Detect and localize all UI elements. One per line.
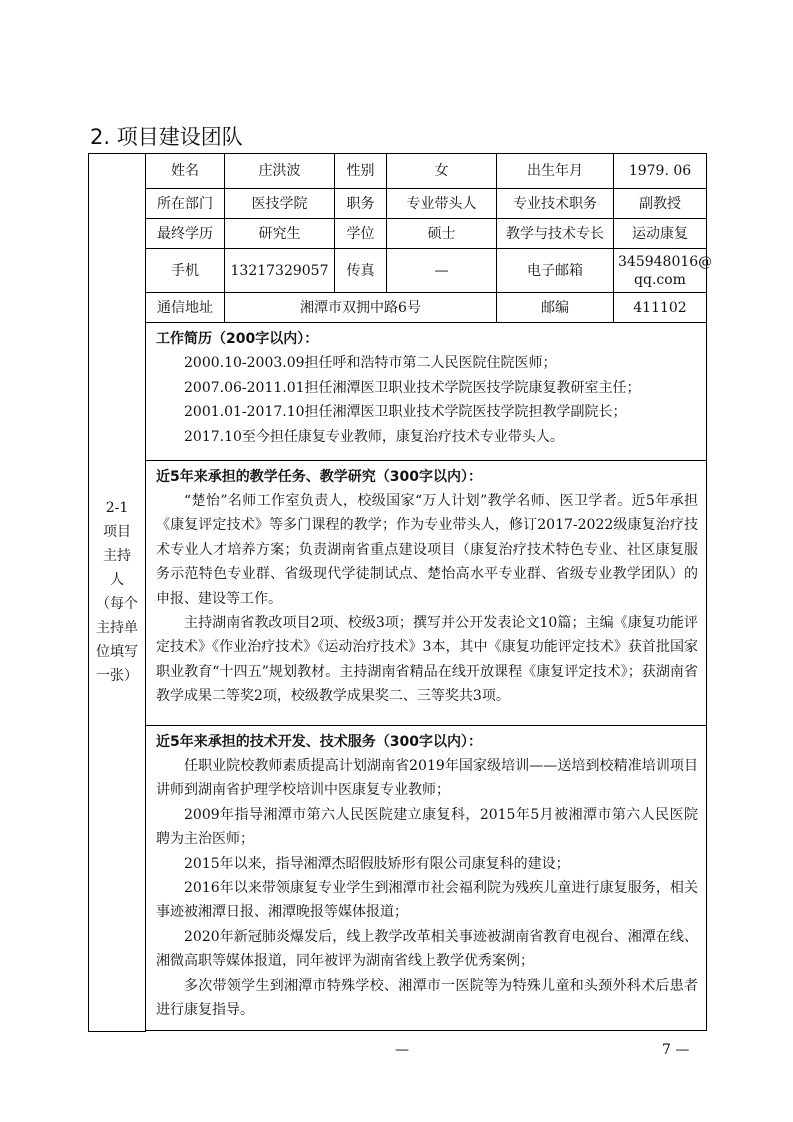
name-value: 庄洪波	[225, 154, 335, 189]
footer-dash: —	[395, 1042, 409, 1058]
resume-title: 工作简历（200字以内）：	[156, 331, 319, 347]
section-number: 2-1	[105, 500, 129, 517]
teaching-paragraph: 主持湖南省教改项目2项、校级3项；撰写并公开发表论文10篇；主编《康复功能评定技术》《作业治疗技术》《运动治疗技术》3本，其中《康复功能评定技术》获首批国家职业教育“十四五”规划教材。主持湖南省精品在线开放课程《康复评定技术》；获湖南省教学成果二等奖2项，校级教学成果奖二、三等奖共3项。	[156, 615, 698, 705]
service-paragraph: 2015年以来，指导湘潭杰昭假肢矫形有限公司康复科的建设；	[184, 855, 570, 872]
service-paragraph: 任职业院校教师素质提高计划湖南省2019年国家级培训——送培到校精准培训项目讲师到湖南省护理学校培训中医康复专业教师；	[156, 758, 698, 799]
phone-value: 13217329057	[225, 249, 335, 293]
section-label-line: 位填写	[96, 644, 138, 661]
dept-label: 所在部门	[146, 189, 225, 219]
duty-value: 专业带头人	[387, 189, 497, 219]
fax-label: 传真	[335, 249, 387, 293]
teaching-title: 近5年来承担的教学任务、教学研究（300字以内）：	[156, 469, 482, 485]
email-label: 电子邮箱	[497, 249, 614, 293]
title-value: 副教授	[614, 189, 707, 219]
degree-label: 学位	[335, 219, 387, 249]
duty-label: 职务	[335, 189, 387, 219]
resume-item: 2001.01-2017.10担任湘潭医卫职业技术学院医技学院担教学副院长；	[184, 404, 627, 420]
email-value	[614, 249, 713, 293]
birth-label: 出生年月	[497, 154, 614, 189]
specialty-value: 运动康复	[614, 219, 707, 249]
gender-value: 女	[387, 154, 497, 189]
section-label-line: （每个	[96, 596, 138, 613]
birth-value: 1979. 06	[614, 154, 707, 189]
service-cell	[146, 726, 707, 1031]
service-paragraph: 多次带领学生到湘潭市特殊学校、湘潭市一医院等为特殊儿童和头颈外科术后患者进行康复指导。	[156, 977, 698, 1019]
resume-item: 2000.10-2003.09担任呼和浩特市第二人民医院住院医师；	[184, 355, 557, 371]
edu-label: 最终学历	[146, 219, 225, 249]
name-label: 姓名	[146, 154, 225, 189]
gender-label: 性别	[335, 154, 387, 189]
section-heading: 2. 项目建设团队	[90, 125, 243, 149]
section-label-line: 主持单	[96, 620, 138, 637]
edu-value: 研究生	[225, 219, 335, 249]
section-label-line: 一张）	[96, 668, 138, 685]
resume-item: 2007.06-2011.01担任湘潭医卫职业技术学院医技学院康复教研室主任；	[184, 379, 641, 396]
email-value-line: qq.com	[634, 271, 686, 288]
teaching-paragraph: “楚怡”名师工作室负责人，校级国家“万人计划”教学名师、医卫学者。近5年承担《康复评定技术》等多门课程的教学；作为专业带头人，修订2017-2022级康复治疗技术专业人才培养方案；负责湖南省重点建设项目（康复治疗技术特色专业、社区康复服务示范特色专业群、省级现代学徒制试点、楚怡高水平专业群、省级专业教学团队）的申报、建设等工作。	[156, 493, 698, 607]
section-label-line: 主持	[103, 548, 131, 565]
title-label: 专业技术职务	[497, 189, 614, 219]
section-label-cell	[89, 154, 146, 1032]
email-value-line: 345948016@	[618, 253, 713, 270]
fax-value: —	[387, 249, 497, 293]
resume-cell	[146, 323, 707, 461]
service-paragraph: 2009年指导湘潭市第六人民医院建立康复科，2015年5月被湘潭市第六人民医院聘为主治医师；	[156, 806, 698, 848]
section-label-line: 人	[110, 572, 124, 589]
service-title: 近5年来承担的技术开发、技术服务（300字以内）：	[156, 734, 482, 750]
specialty-label: 教学与技术专长	[497, 219, 614, 249]
service-paragraph: 2016年以来带领康复专业学生到湘潭市社会福利院为残疾儿童进行康复服务，相关事迹被湘潭日报、湘潭晚报等媒体报道；	[156, 880, 698, 921]
postcode-value: 411102	[614, 293, 707, 323]
section-label-line: 项目	[103, 524, 131, 541]
phone-label: 手机	[146, 249, 225, 293]
page-number: 7 —	[662, 1042, 690, 1058]
address-label: 通信地址	[146, 293, 225, 323]
degree-value: 硕士	[387, 219, 497, 249]
address-value: 湘潭市双拥中路6号	[225, 293, 497, 323]
postcode-label: 邮编	[497, 293, 614, 323]
service-paragraph: 2020年新冠肺炎爆发后，线上教学改革相关事迹被湖南省教育电视台、湘潭在线、湘微高职等媒体报道，同年被评为湖南省线上教学优秀案例；	[156, 928, 698, 970]
resume-item: 2017.10至今担任康复专业教师，康复治疗技术专业带头人。	[184, 428, 564, 445]
teaching-cell	[146, 461, 707, 726]
dept-value: 医技学院	[225, 189, 335, 219]
team-leader-form	[88, 153, 713, 1032]
